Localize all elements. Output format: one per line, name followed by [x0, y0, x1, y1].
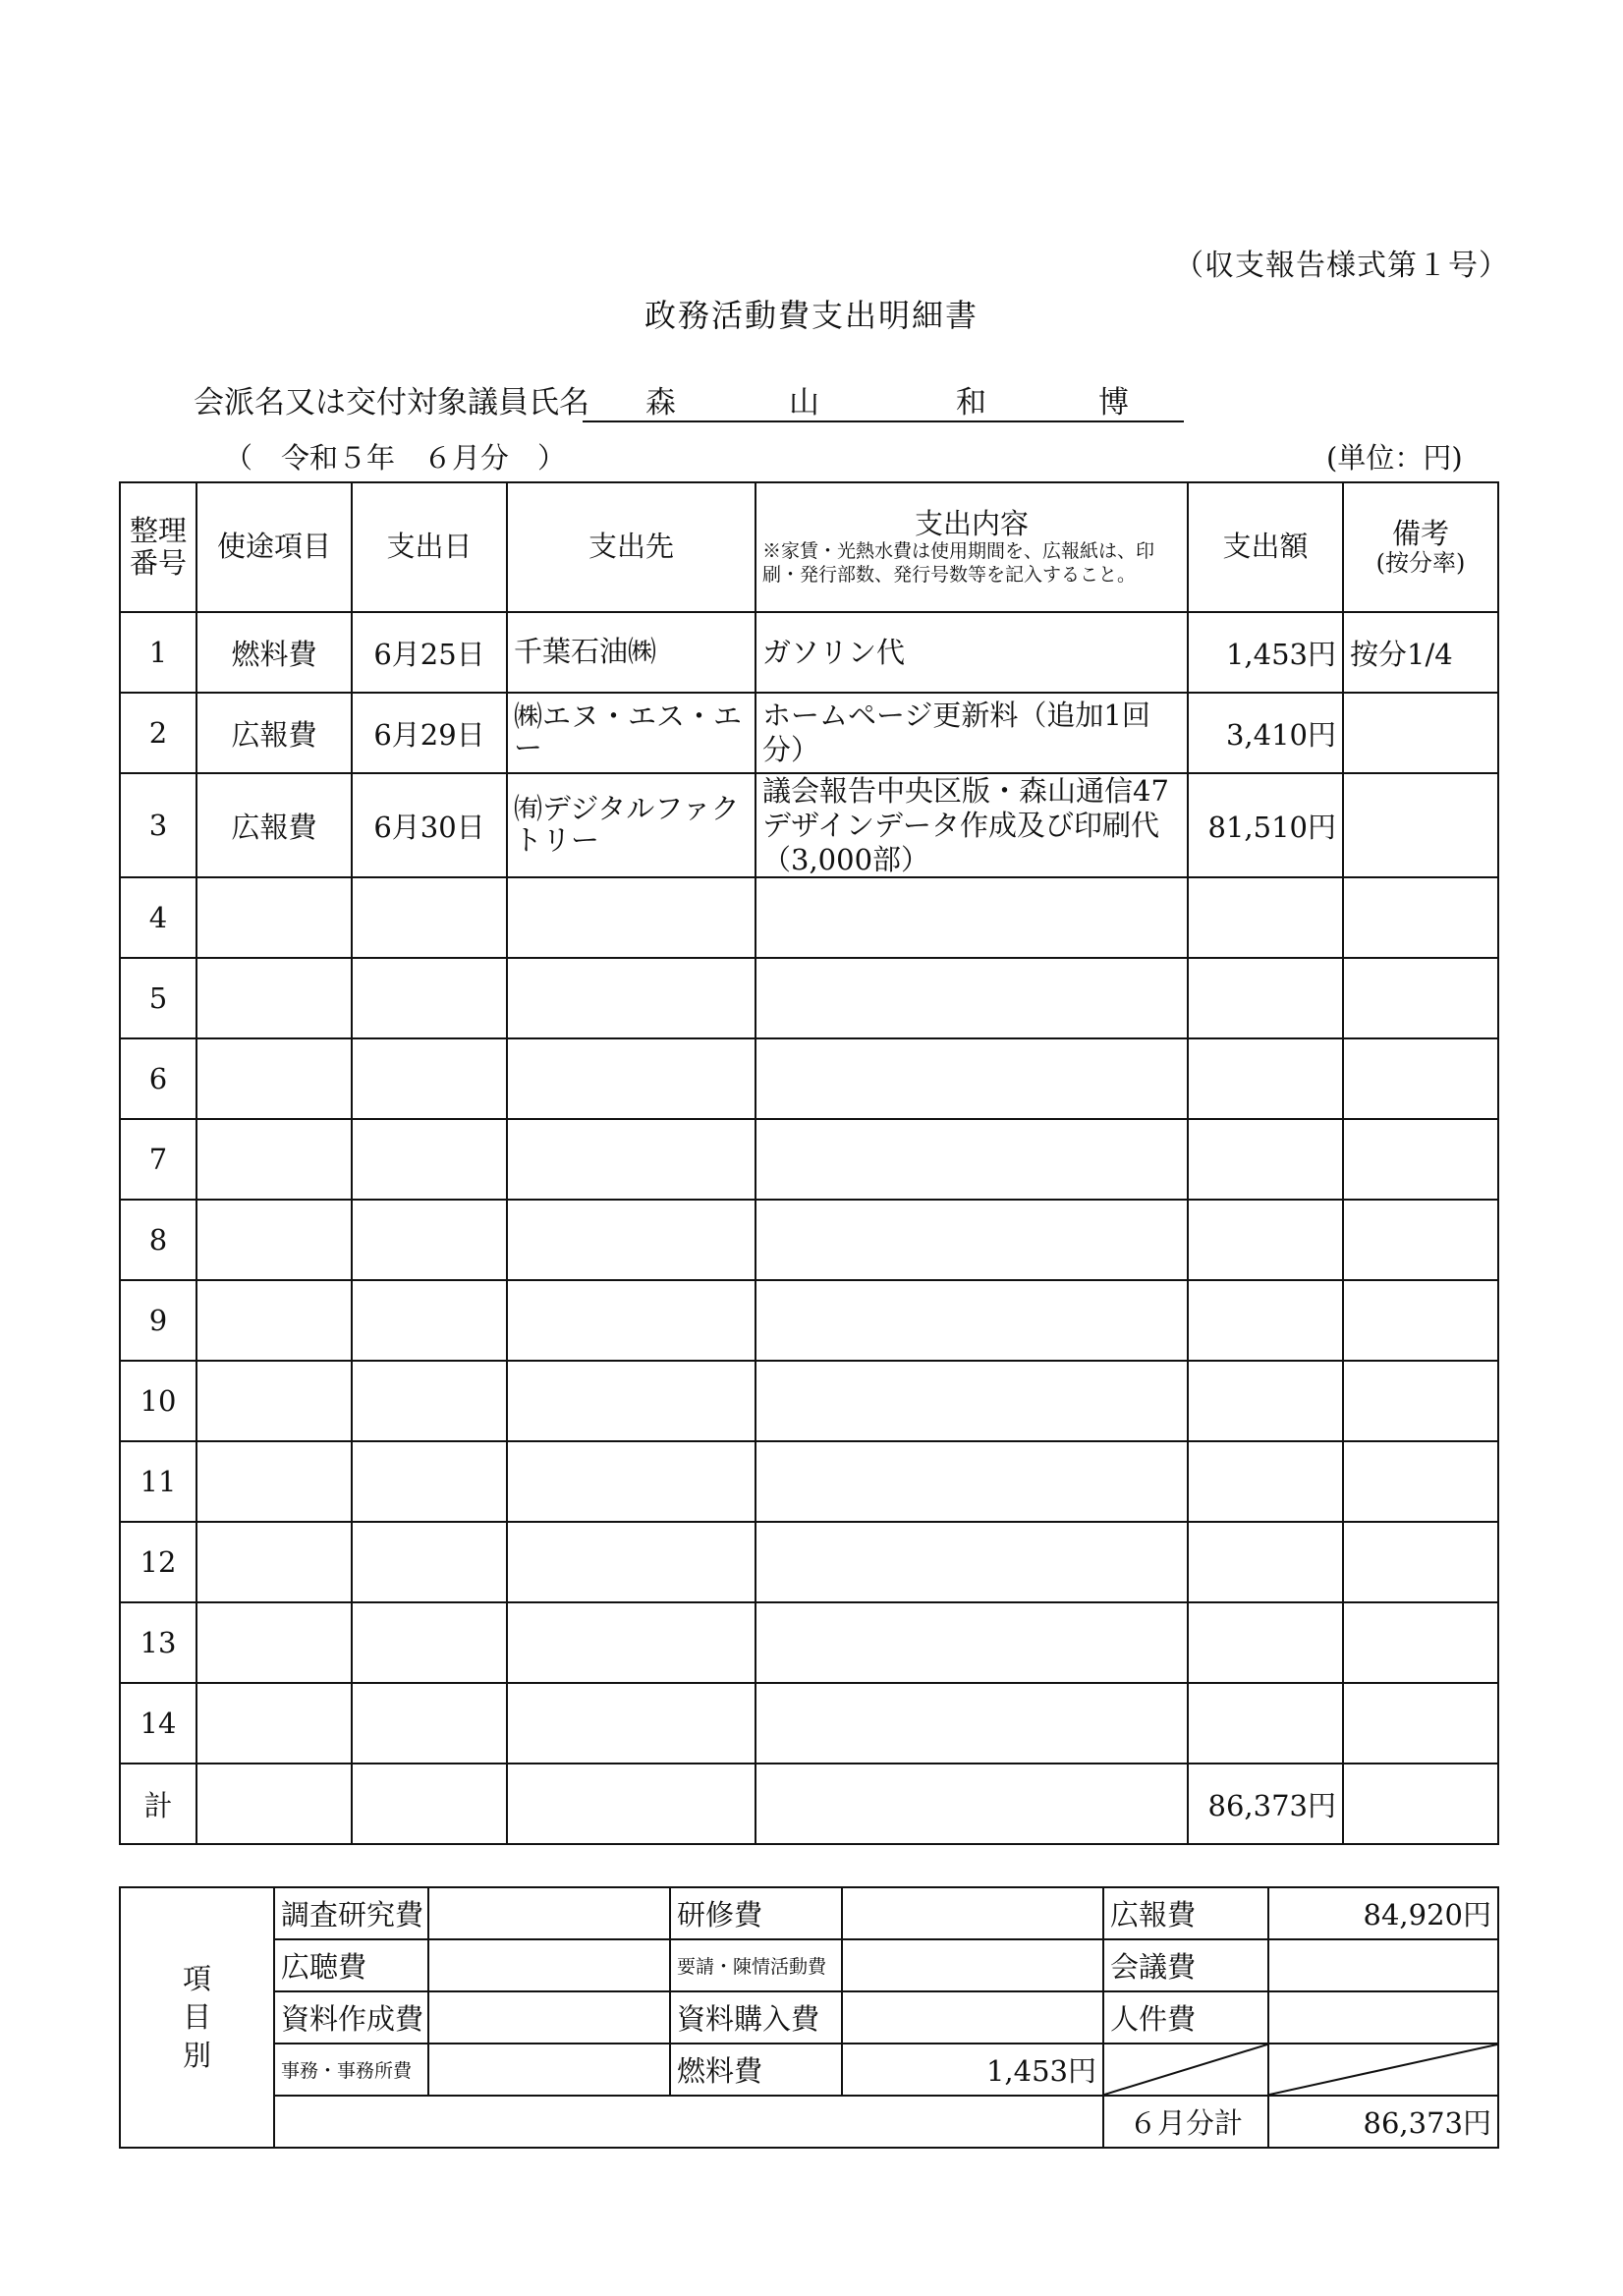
row-category	[196, 1200, 352, 1280]
summary-label: 要請・陳情活動費	[670, 1939, 842, 1991]
row-amount	[1188, 1602, 1343, 1683]
row-category	[196, 877, 352, 958]
row-payee	[507, 1119, 756, 1200]
table-row	[120, 1522, 1498, 1602]
row-no: 6	[120, 1038, 196, 1119]
summary-label: 資料作成費	[274, 1991, 428, 2044]
row-payee	[507, 1602, 756, 1683]
row-remarks	[1343, 1522, 1498, 1602]
row-amount	[1188, 1038, 1343, 1119]
row-amount	[1188, 1200, 1343, 1280]
row-date	[352, 1038, 507, 1119]
row-payee	[507, 1200, 756, 1280]
report-period: （ 令和５年 ６月分 ）	[224, 441, 567, 475]
header-payee: 支出先	[507, 482, 756, 612]
summary-value: 84,920円	[1268, 1887, 1498, 1939]
header-date: 支出日	[352, 482, 507, 612]
summary-value	[842, 1939, 1103, 1991]
row-amount	[1188, 1280, 1343, 1361]
table-row	[120, 1602, 1498, 1683]
row-remarks	[1343, 958, 1498, 1038]
row-category	[196, 1522, 352, 1602]
header-amount: 支出額	[1188, 482, 1343, 612]
row-amount	[1188, 877, 1343, 958]
row-payee: ㈲デジタルファクトリー	[507, 773, 756, 877]
diagonal-cell	[1268, 2044, 1498, 2096]
row-category	[196, 1361, 352, 1441]
row-category	[196, 1280, 352, 1361]
summary-label: 事務・事務所費	[274, 2044, 428, 2096]
name-char: 博	[1098, 385, 1129, 420]
row-payee	[507, 1683, 756, 1764]
row-payee	[507, 1522, 756, 1602]
row-date	[352, 1441, 507, 1522]
total-blank	[756, 1764, 1188, 1844]
summary-value	[842, 1887, 1103, 1939]
row-content: ガソリン代	[756, 612, 1188, 693]
row-date	[352, 1361, 507, 1441]
row-amount	[1188, 1361, 1343, 1441]
row-content	[756, 1522, 1188, 1602]
header-remarks: 備考 (按分率)	[1343, 482, 1498, 612]
table-row	[120, 1280, 1498, 1361]
form-number: （収支報告様式第１号）	[1174, 249, 1509, 283]
row-payee	[507, 1441, 756, 1522]
row-payee	[507, 1280, 756, 1361]
summary-row	[120, 1991, 1498, 2044]
row-remarks	[1343, 1361, 1498, 1441]
table-row	[120, 958, 1498, 1038]
row-content	[756, 1280, 1188, 1361]
total-label: 計	[120, 1764, 196, 1844]
row-no: 7	[120, 1119, 196, 1200]
name-char: 和	[956, 385, 986, 420]
header-content: 支出内容 ※家賃・光熱水費は使用期間を、広報紙は、印刷・発行部数、発行号数等を記入すること。	[756, 482, 1188, 612]
row-date: 6月25日	[352, 612, 507, 693]
row-no: 2	[120, 693, 196, 773]
row-amount: 1,453円	[1188, 612, 1343, 693]
table-header-row	[120, 482, 1498, 612]
summary-value	[1268, 1991, 1498, 2044]
row-date	[352, 1602, 507, 1683]
row-content	[756, 1602, 1188, 1683]
row-amount	[1188, 1119, 1343, 1200]
row-amount: 81,510円	[1188, 773, 1343, 877]
row-payee	[507, 1038, 756, 1119]
row-date	[352, 958, 507, 1038]
header-no: 整理 番号	[120, 482, 196, 612]
row-amount	[1188, 1522, 1343, 1602]
summary-value	[428, 1939, 670, 1991]
row-remarks	[1343, 1119, 1498, 1200]
row-content	[756, 1119, 1188, 1200]
table-row	[120, 693, 1498, 773]
table-row	[120, 1441, 1498, 1522]
row-date	[352, 877, 507, 958]
row-no: 4	[120, 877, 196, 958]
row-date	[352, 1200, 507, 1280]
row-date: 6月30日	[352, 773, 507, 877]
row-content	[756, 877, 1188, 958]
row-category	[196, 1602, 352, 1683]
row-category	[196, 1038, 352, 1119]
row-category	[196, 958, 352, 1038]
row-payee	[507, 958, 756, 1038]
summary-value	[1268, 1939, 1498, 1991]
table-row	[120, 612, 1498, 693]
row-amount: 3,410円	[1188, 693, 1343, 773]
summary-total-row	[120, 2096, 1498, 2148]
row-payee	[507, 1361, 756, 1441]
row-no: 11	[120, 1441, 196, 1522]
row-date	[352, 1683, 507, 1764]
summary-label: 広報費	[1103, 1887, 1268, 1939]
row-no: 5	[120, 958, 196, 1038]
expense-table	[119, 481, 1499, 1845]
summary-value	[842, 1991, 1103, 2044]
total-blank	[196, 1764, 352, 1844]
total-row	[120, 1764, 1498, 1844]
header-category: 使途項目	[196, 482, 352, 612]
row-date: 6月29日	[352, 693, 507, 773]
table-row	[120, 1361, 1498, 1441]
total-amount: 86,373円	[1188, 1764, 1343, 1844]
row-content	[756, 1038, 1188, 1119]
row-payee: ㈱エヌ・エス・エー	[507, 693, 756, 773]
month-total-value: 86,373円	[1268, 2096, 1498, 2148]
total-blank	[507, 1764, 756, 1844]
row-remarks	[1343, 1441, 1498, 1522]
row-category	[196, 1683, 352, 1764]
row-remarks	[1343, 1038, 1498, 1119]
summary-value	[428, 2044, 670, 2096]
row-amount	[1188, 958, 1343, 1038]
row-content: ホームページ更新料（追加1回分）	[756, 693, 1188, 773]
row-payee: 千葉石油㈱	[507, 612, 756, 693]
row-no: 13	[120, 1602, 196, 1683]
summary-label: 調査研究費	[274, 1887, 428, 1939]
summary-value	[428, 1991, 670, 2044]
row-no: 1	[120, 612, 196, 693]
summary-row	[120, 1939, 1498, 1991]
row-content	[756, 958, 1188, 1038]
row-content	[756, 1361, 1188, 1441]
name-char: 森	[645, 385, 676, 420]
row-category: 燃料費	[196, 612, 352, 693]
row-category	[196, 1119, 352, 1200]
table-row	[120, 1200, 1498, 1280]
table-row	[120, 1683, 1498, 1764]
row-remarks	[1343, 1683, 1498, 1764]
row-content	[756, 1200, 1188, 1280]
row-remarks	[1343, 693, 1498, 773]
summary-label: 広聴費	[274, 1939, 428, 1991]
summary-blank	[274, 2096, 1103, 2148]
row-date	[352, 1280, 507, 1361]
summary-label: 人件費	[1103, 1991, 1268, 2044]
row-no: 14	[120, 1683, 196, 1764]
row-payee	[507, 877, 756, 958]
summary-side-label: 項 目 別	[120, 1887, 274, 2148]
table-row	[120, 1119, 1498, 1200]
summary-row	[120, 2044, 1498, 2096]
row-no: 12	[120, 1522, 196, 1602]
total-blank	[1343, 1764, 1498, 1844]
row-remarks: 按分1/4	[1343, 612, 1498, 693]
row-category: 広報費	[196, 773, 352, 877]
total-blank	[352, 1764, 507, 1844]
name-char: 山	[789, 385, 819, 420]
table-row	[120, 1038, 1498, 1119]
name-label: 会派名又は交付対象議員氏名	[194, 385, 589, 420]
row-remarks	[1343, 773, 1498, 877]
summary-label: 資料購入費	[670, 1991, 842, 2044]
row-no: 9	[120, 1280, 196, 1361]
row-remarks	[1343, 1602, 1498, 1683]
row-no: 3	[120, 773, 196, 877]
row-date	[352, 1119, 507, 1200]
row-remarks	[1343, 1280, 1498, 1361]
summary-value: 1,453円	[842, 2044, 1103, 2096]
row-amount	[1188, 1441, 1343, 1522]
row-no: 10	[120, 1361, 196, 1441]
row-remarks	[1343, 877, 1498, 958]
row-category	[196, 1441, 352, 1522]
table-row	[120, 877, 1498, 958]
diagonal-cell	[1103, 2044, 1268, 2096]
row-category: 広報費	[196, 693, 352, 773]
row-no: 8	[120, 1200, 196, 1280]
row-amount	[1188, 1683, 1343, 1764]
row-content	[756, 1441, 1188, 1522]
row-date	[352, 1522, 507, 1602]
name-field	[583, 377, 1184, 422]
document-title: 政務活動費支出明細書	[644, 297, 979, 334]
summary-label: 研修費	[670, 1887, 842, 1939]
summary-label: 燃料費	[670, 2044, 842, 2096]
summary-row	[120, 1887, 1498, 1939]
summary-label: 会議費	[1103, 1939, 1268, 1991]
unit-label: (単位：円)	[1326, 441, 1463, 475]
row-content: 議会報告中央区版・森山通信47デザインデータ作成及び印刷代（3,000部）	[756, 773, 1188, 877]
row-content	[756, 1683, 1188, 1764]
summary-table	[119, 1886, 1499, 2149]
month-total-label: ６月分計	[1103, 2096, 1268, 2148]
summary-value	[428, 1887, 670, 1939]
table-row	[120, 773, 1498, 877]
row-remarks	[1343, 1200, 1498, 1280]
